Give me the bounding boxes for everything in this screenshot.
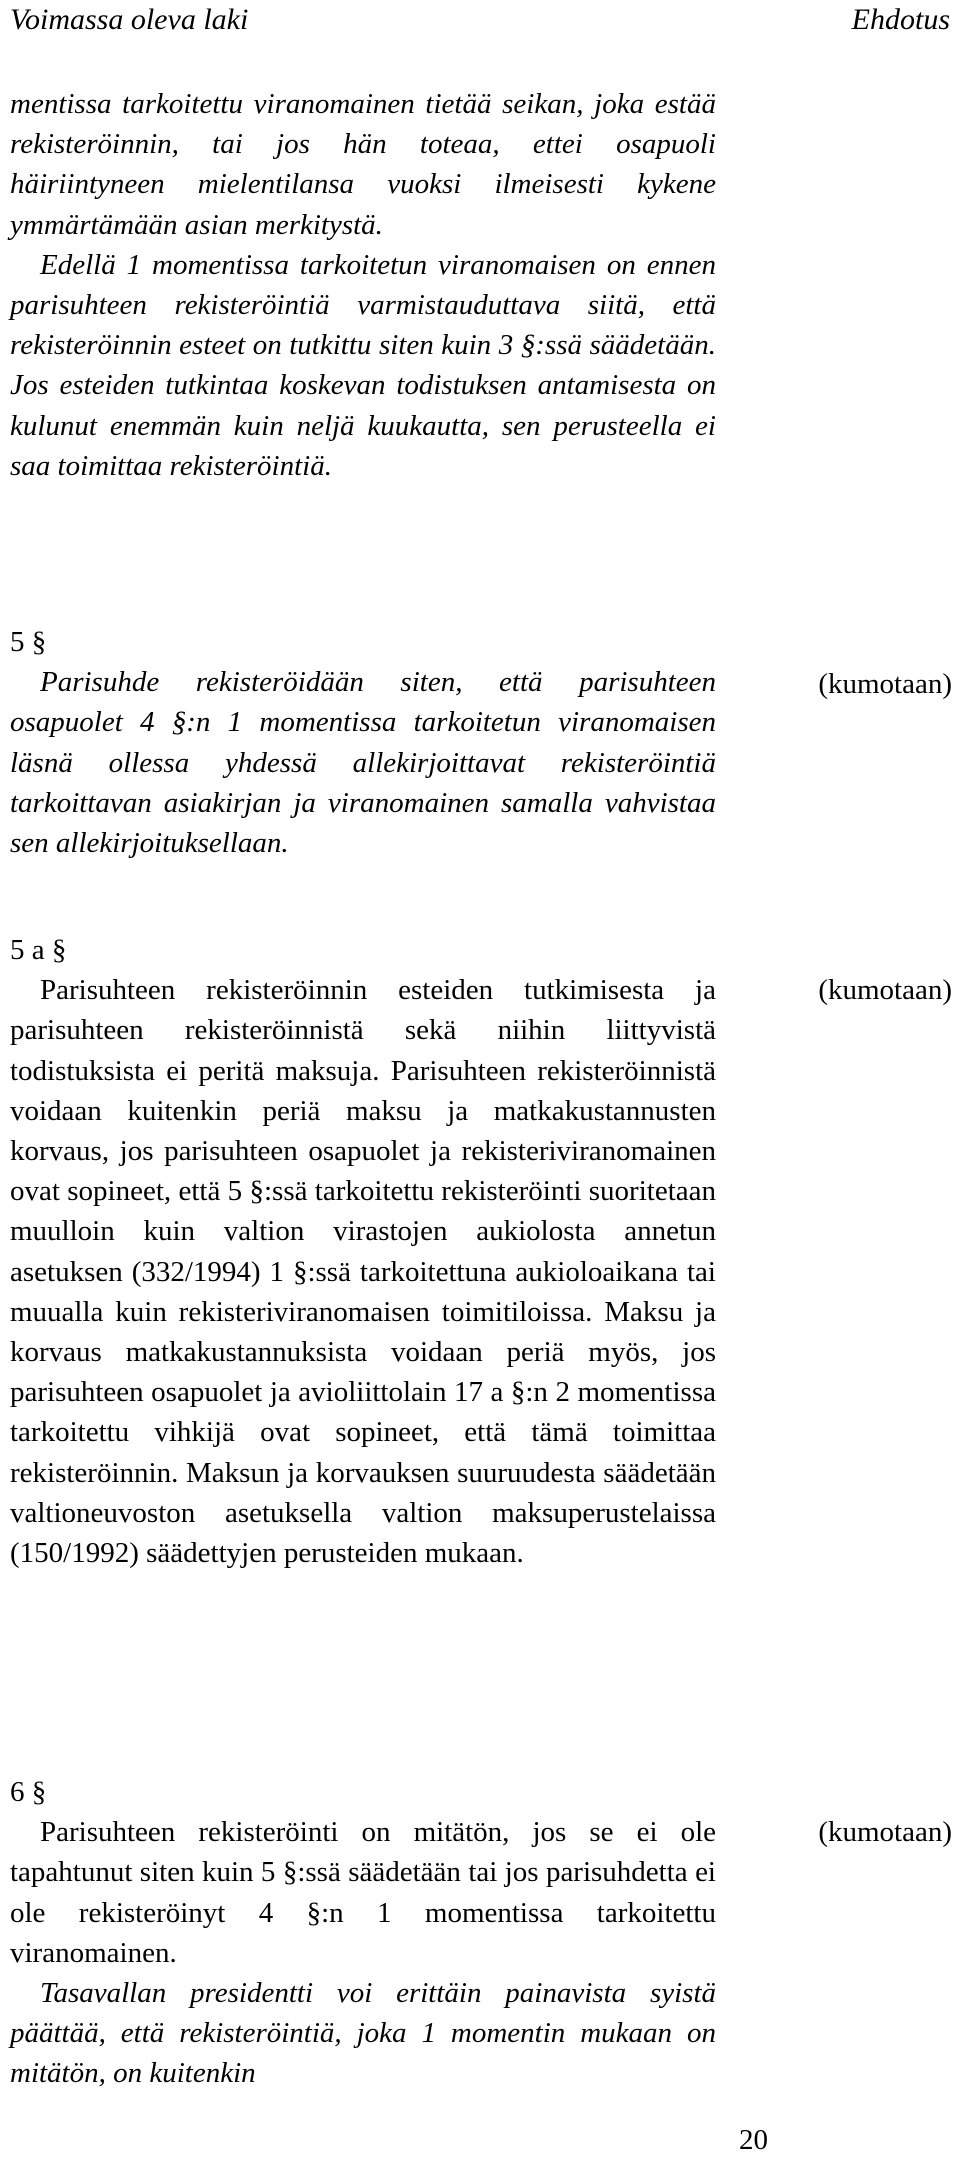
section-5a <box>10 930 716 1573</box>
section-text: Parisuhteen rekisteröinti on mitätön, jos se ei ole tapahtunut siten kuin 5 §:ssä säädetään tai jos parisuhdetta ei ole rekisteröinyt 4 §:n 1 momentissa tarkoitettu viranomainen. <box>10 1816 716 1969</box>
section-heading: 5 a § <box>10 934 67 966</box>
section-5 <box>10 622 716 863</box>
proposal-note: (kumotaan) <box>818 668 952 700</box>
intro-text <box>10 84 716 486</box>
proposal-note: (kumotaan) <box>818 1816 952 1848</box>
section-heading: 5 § <box>10 626 47 658</box>
proposal-note: (kumotaan) <box>818 974 952 1006</box>
intro-paragraph-1: mentissa tarkoitettu viranomainen tietää seikan, joka estää rekisteröinnin, tai jos hän toteaa, ettei osapuoli häiriintyneen mielentilansa vuoksi ilmeisesti kykene ymmärtämään asian merkitystä. <box>10 88 716 241</box>
header-current-law: Voimassa oleva laki <box>10 3 249 36</box>
intro-paragraph-2: Edellä 1 momentissa tarkoitetun viranomaisen on ennen parisuhteen rekisteröintiä varmistauduttava siitä, että rekisteröinnin esteet on tutkittu siten kuin 3 §:ssä säädetään. Jos esteiden tutkintaa koskevan todistuksen antamisesta on kulunut enemmän kuin neljä kuukautta, sen perusteella ei saa toimittaa rekisteröintiä. <box>10 248 716 482</box>
section-6 <box>10 1772 716 2094</box>
section-heading: 6 § <box>10 1776 47 1808</box>
section-text: Parisuhde rekisteröidään siten, että parisuhteen osapuolet 4 §:n 1 momentissa tarkoitetun viranomaisen läsnä ollessa yhdessä allekirjoittavat rekisteröintiä tarkoittavan asiakirjan ja viranomainen samalla vahvistaa sen allekirjoituksellaan. <box>10 666 716 860</box>
page-number: 20 <box>739 2124 768 2156</box>
header-proposal: Ehdotus <box>851 3 950 36</box>
section-text-continued: Tasavallan presidentti voi erittäin painavista syistä päättää, että rekisteröintiä, joka 1 momentin mukaan on mitätön, on kuitenkin <box>10 1977 716 2090</box>
section-text: Parisuhteen rekisteröinnin esteiden tutkimisesta ja parisuhteen rekisteröinnistä sekä niihin liittyvistä todistuksista ei peritä maksuja. Parisuhteen rekisteröinnistä voidaan kuitenkin periä maksu ja matkakustannusten korvaus, jos parisuhteen osapuolet ja rekisteriviranomainen ovat sopineet, että 5 §:ssä tarkoitettu rekisteröinti suoritetaan muulloin kuin valtion virastojen aukiolosta annetun asetuksen (332/1994) 1 §:ssä tarkoitettuna aukioloaikana tai muualla kuin rekisteriviranomaisen toimitiloissa. Maksu ja korvaus matkakustannuksista voidaan periä myös, jos parisuhteen osapuolet ja avioliittolain 17 a §:n 2 momentissa tarkoitettu vihkijä ovat sopineet, että tämä toimittaa rekisteröinnin. Maksun ja korvauksen suuruudesta säädetään valtioneuvoston asetuksella valtion maksuperustelaissa (150/1992) säädettyjen perusteiden mukaan. <box>10 974 716 1570</box>
